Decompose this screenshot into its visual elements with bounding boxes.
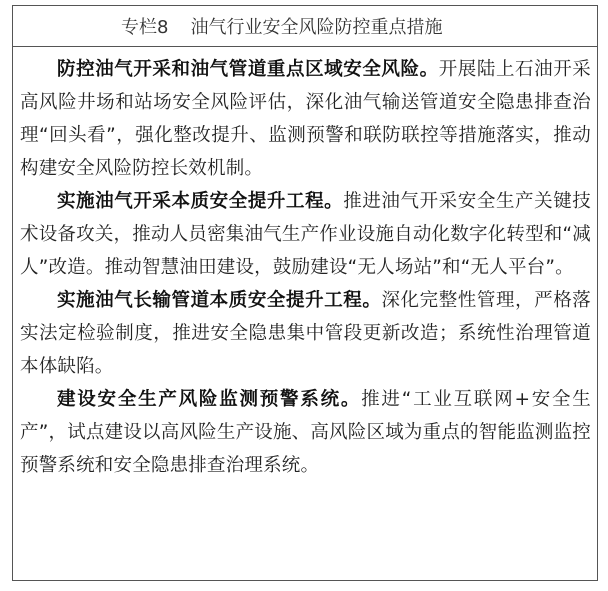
measure-body: 推进“工业互联网+安全生产”，试点建设以高风险生产设施、高风险区域为重点的智能监测监控预警系统和安全隐患排查治理系统。 xyxy=(20,389,591,476)
measure-paragraph-1 xyxy=(20,53,591,185)
measure-heading: 实施油气长输管道本质安全提升工程。 xyxy=(57,290,382,311)
column-box xyxy=(12,5,598,581)
column-content xyxy=(13,47,597,482)
measure-body: 深化完整性管理，严格落实法定检验制度，推进安全隐患集中管段更新改造；系统性治理管道本体缺陷。 xyxy=(20,290,592,377)
measure-paragraph-3 xyxy=(20,284,591,383)
column-number: 专栏8 xyxy=(121,17,169,38)
measure-paragraph-4 xyxy=(20,383,591,482)
measure-paragraph-2 xyxy=(20,185,591,284)
measure-heading: 建设安全生产风险监测预警系统。 xyxy=(57,389,362,410)
measure-heading: 防控油气开采和油气管道重点区域安全风险。 xyxy=(57,59,439,80)
measure-body: 开展陆上石油开采高风险井场和站场安全风险评估，深化油气输送管道安全隐患排查治理“回头看”，强化整改提升、监测预警和联防联控等措施落实，推动构建安全风险防控长效机制。 xyxy=(20,59,591,179)
measure-heading: 实施油气开采本质安全提升工程。 xyxy=(57,191,344,212)
column-title: 油气行业安全风险防控重点措施 xyxy=(190,17,443,38)
measure-body: 推进油气开采安全生产关键技术设备攻关，推动人员密集油气生产作业设施自动化数字化转型和“减人”改造。推动智慧油田建设，鼓励建设“无人场站”和“无人平台”。 xyxy=(20,191,591,278)
column-header xyxy=(13,6,597,47)
